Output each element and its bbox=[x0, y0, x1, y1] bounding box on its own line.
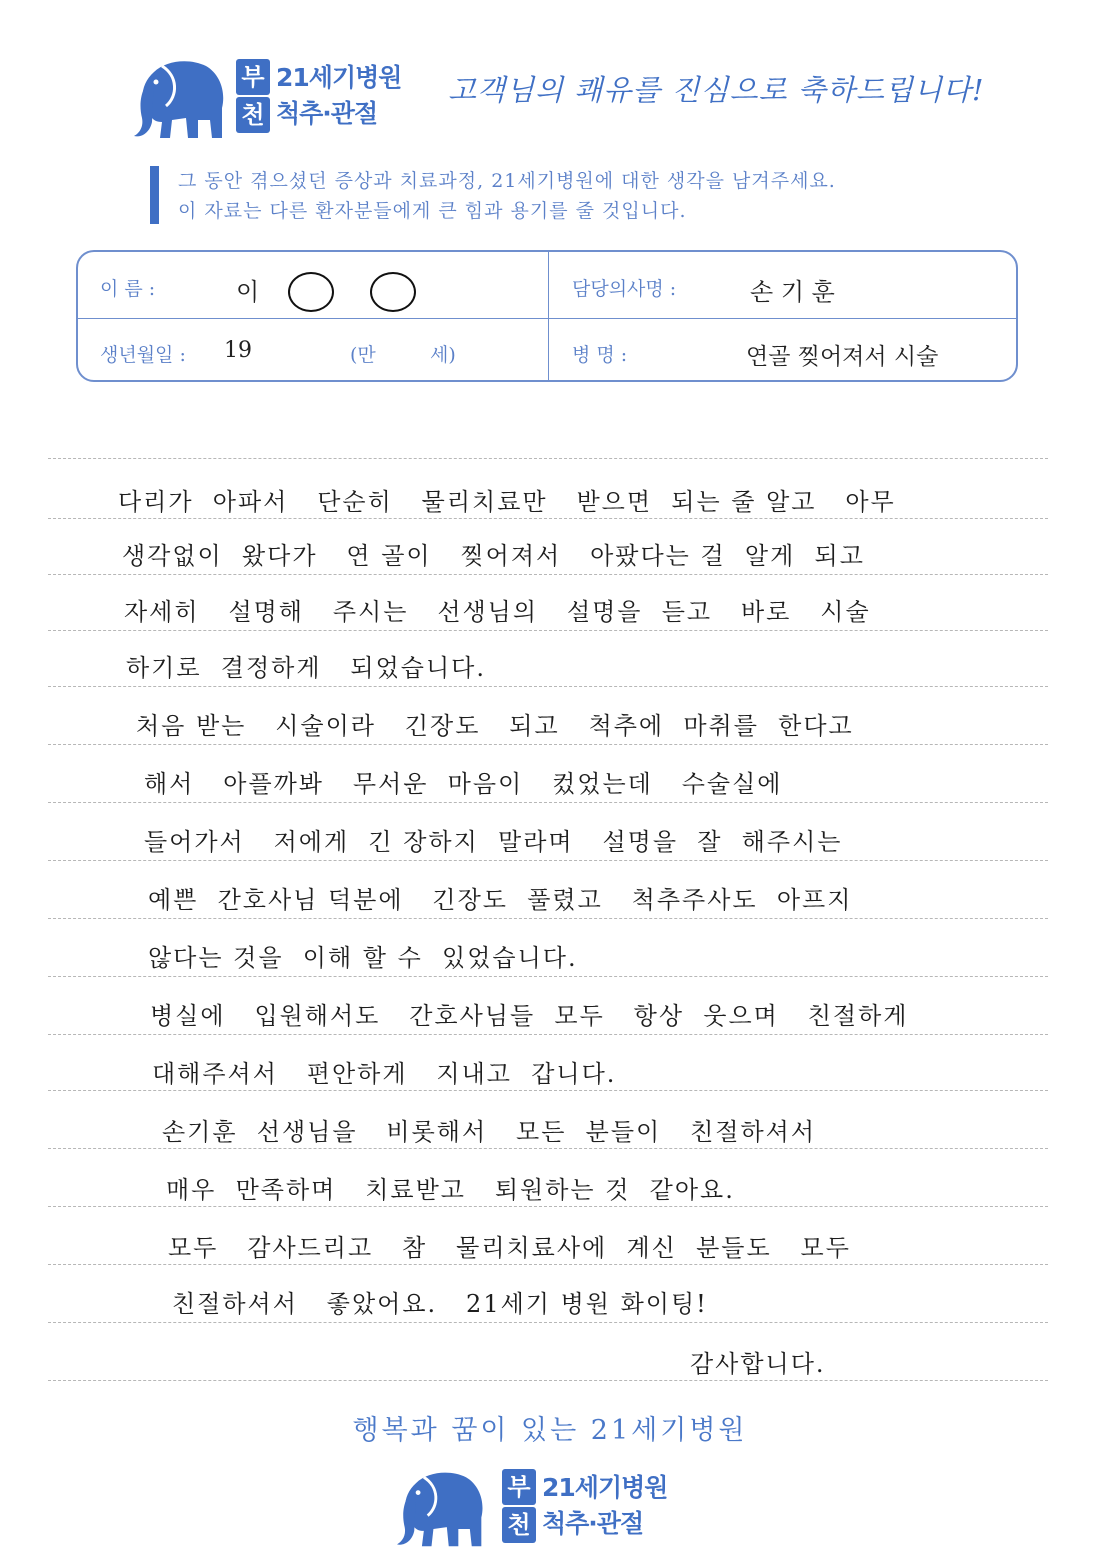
letter-line: 예쁜 간호사님 덕분에 긴장도 풀렸고 척추주사도 아프지 bbox=[148, 886, 853, 914]
footer-slogan: 행복과 꿈이 있는 21세기병원 bbox=[352, 1415, 748, 1446]
letter-signoff: 감사합니다. bbox=[690, 1350, 826, 1378]
birth-label: 생년월일 : bbox=[100, 344, 186, 366]
letter-line: 손기훈 선생님을 비롯해서 모든 분들이 친절하셔서 bbox=[162, 1118, 817, 1146]
letter-line: 매우 만족하며 치료받고 퇴원하는 것 같아요. bbox=[166, 1176, 735, 1204]
logo-hospital-name: 21세기병원 bbox=[276, 63, 402, 92]
redacted-name-circle-1 bbox=[288, 272, 334, 312]
instruction-accent-bar bbox=[150, 166, 159, 224]
letter-line: 모두 감사드리고 참 물리치료사에 계신 분들도 모두 bbox=[168, 1234, 851, 1262]
instruction-line-2: 이 자료는 다른 환자분들에게 큰 힘과 용기를 줄 것입니다. bbox=[178, 200, 687, 222]
logo-specialty: 척추·관절 bbox=[276, 99, 378, 128]
letter-line: 다리가 아파서 단순히 물리치료만 받으면 되는 줄 알고 아무 bbox=[118, 488, 896, 516]
disease-label: 병 명 : bbox=[572, 344, 628, 366]
elephant-logo-icon bbox=[132, 48, 232, 144]
info-box-divider-v bbox=[548, 252, 549, 380]
disease-value: 연골 찢어져서 시술 bbox=[746, 344, 939, 370]
letter-line: 생각없이 왔다가 연 골이 찢어져서 아팠다는 걸 알게 되고 bbox=[122, 542, 865, 570]
name-label: 이 름 : bbox=[100, 278, 156, 300]
letter-line: 친절하셔서 좋았어요. 21세기 병원 화이팅! bbox=[172, 1290, 708, 1318]
header-logo bbox=[132, 48, 401, 144]
redacted-name-circle-2 bbox=[370, 272, 416, 312]
header-slogan: 고객님의 쾌유를 진심으로 축하드립니다! bbox=[448, 73, 985, 107]
patient-info-box bbox=[76, 250, 1018, 382]
age-open-label: (만 bbox=[350, 344, 376, 366]
logo-badge-bottom: 천 bbox=[236, 97, 270, 133]
info-box-divider-h bbox=[78, 318, 1016, 319]
letter-line: 병실에 입원해서도 간호사님들 모두 항상 웃으며 친절하게 bbox=[150, 1002, 909, 1030]
letter-line: 대해주셔서 편안하게 지내고 갑니다. bbox=[152, 1060, 617, 1088]
footer-logo-badge-top: 부 bbox=[502, 1469, 536, 1505]
doctor-value: 손 기 훈 bbox=[750, 278, 835, 306]
footer-logo bbox=[388, 1460, 667, 1552]
elephant-logo-icon bbox=[388, 1460, 498, 1552]
doctor-label: 담당의사명 : bbox=[572, 278, 677, 300]
footer-logo-hospital-name: 21세기병원 bbox=[542, 1473, 668, 1502]
instructions bbox=[178, 166, 836, 226]
letter-line: 해서 아플까봐 무서운 마음이 컸었는데 수술실에 bbox=[144, 770, 783, 798]
name-value: 이 bbox=[236, 278, 260, 306]
rule-line bbox=[48, 458, 1048, 459]
footer-logo-badge-bottom: 천 bbox=[502, 1507, 536, 1543]
age-close-label: 세) bbox=[430, 344, 456, 366]
birth-value: 19 bbox=[224, 338, 252, 363]
letter-line: 하기로 결정하게 되었습니다. bbox=[126, 654, 486, 682]
footer-logo-specialty: 척추·관절 bbox=[542, 1509, 644, 1538]
logo-badge-top: 부 bbox=[236, 59, 270, 95]
letter-line: 않다는 것을 이해 할 수 있었습니다. bbox=[148, 944, 578, 972]
letter-line: 처음 받는 시술이라 긴장도 되고 척추에 마취를 한다고 bbox=[136, 712, 854, 740]
letter-line: 자세히 설명해 주시는 선생님의 설명을 듣고 바로 시술 bbox=[124, 598, 871, 626]
letter-line: 들어가서 저에게 긴 장하지 말라며 설명을 잘 해주시는 bbox=[144, 828, 843, 856]
instruction-line-1: 그 동안 겪으셨던 증상과 치료과정, 21세기병원에 대한 생각을 남겨주세요. bbox=[178, 170, 836, 192]
